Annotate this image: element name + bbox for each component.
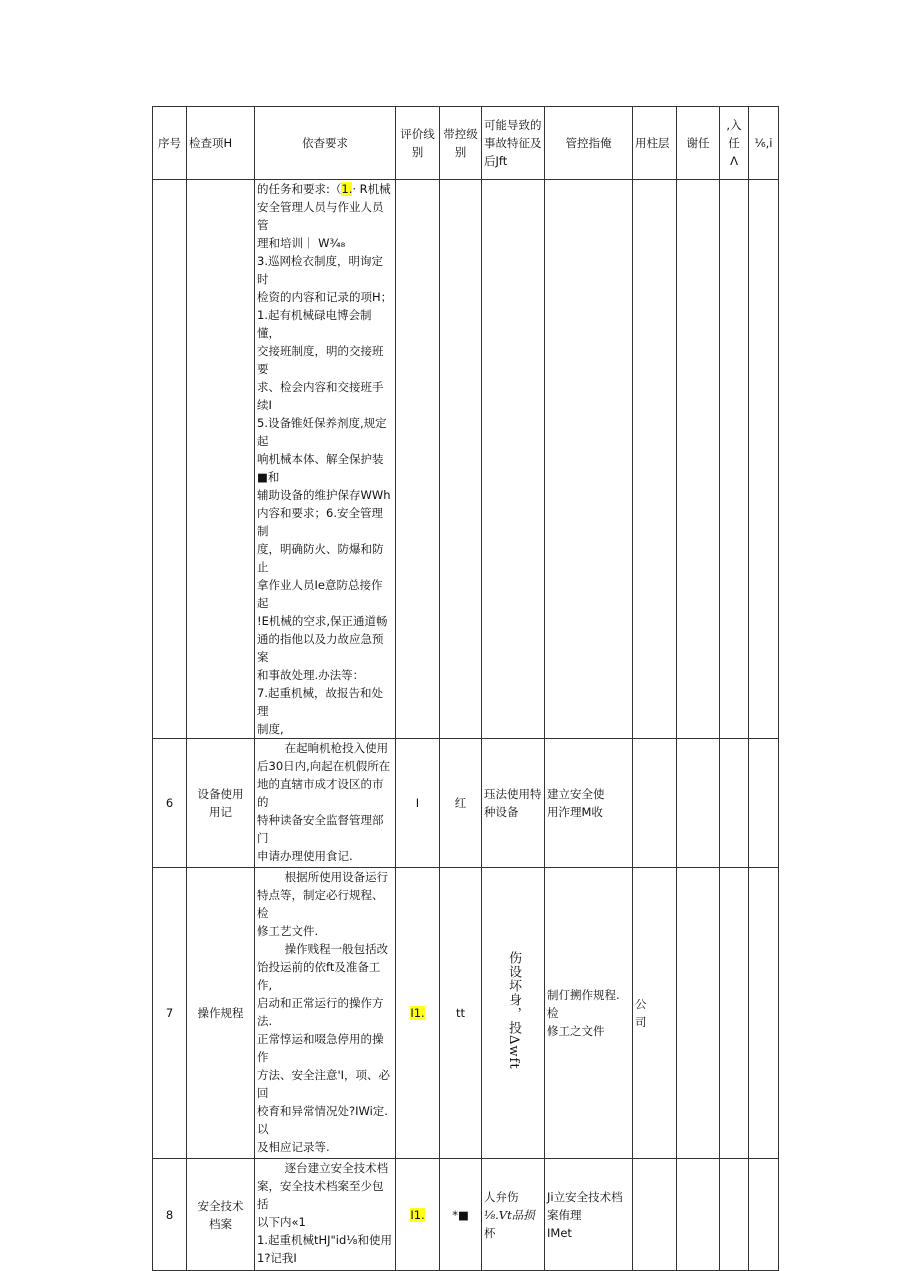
basis-lines bbox=[257, 180, 393, 738]
basis-text: 度，明确防火、防爆和防止 bbox=[257, 542, 384, 574]
cell-ctrl: tt bbox=[440, 868, 482, 1159]
header-accident-line: 可能导致的 bbox=[484, 118, 542, 132]
cell-col-a bbox=[633, 739, 677, 868]
cell-measures bbox=[545, 1159, 633, 1271]
cell-col-c bbox=[720, 1159, 749, 1271]
basis-line bbox=[257, 576, 393, 612]
basis-line bbox=[257, 630, 393, 666]
cell-item: 操作规程 bbox=[187, 868, 255, 1159]
cell-col-a bbox=[633, 868, 677, 1159]
basis-line: 校育和异常情况处?IWi定.以 bbox=[257, 1104, 388, 1136]
basis-line: 根据所使用设备运行 bbox=[284, 870, 389, 884]
basis-text: !E机械的空求,保正通道畅 bbox=[257, 614, 388, 628]
basis-line bbox=[257, 252, 393, 288]
accident-line: ⅛.Vt品损 bbox=[484, 1207, 535, 1222]
cell-col-d bbox=[749, 739, 779, 868]
basis-text: 交接班制度，明的交接班要 bbox=[257, 344, 384, 376]
cell-col-b bbox=[677, 1159, 720, 1271]
cell-seq: 8 bbox=[153, 1159, 187, 1271]
measures-line: 案侑理 bbox=[547, 1207, 582, 1222]
header-ctrl-level-line: 带控级 bbox=[443, 127, 478, 141]
cell-accident bbox=[482, 1159, 545, 1271]
measures-line: 制仃搠作规程.检 bbox=[547, 988, 620, 1020]
cell-basis bbox=[255, 180, 396, 739]
accident-line: 杯 bbox=[484, 1225, 496, 1240]
basis-line: 申请办理使用食记. bbox=[257, 849, 353, 863]
cell-basis bbox=[255, 868, 396, 1159]
accident-line: 人弁伤 bbox=[484, 1189, 519, 1204]
basis-line: 操作贱程一般包括改 bbox=[284, 942, 389, 956]
accident-line: 珏法使用特 bbox=[484, 787, 542, 801]
header-item: 检查项H bbox=[187, 107, 255, 180]
basis-text: 通的指他以及力故应急预案 bbox=[257, 632, 384, 664]
basis-line bbox=[257, 684, 393, 720]
header-basis: 依杳要求 bbox=[255, 107, 396, 180]
cell-col-b bbox=[677, 180, 720, 739]
cell-eval bbox=[396, 180, 440, 739]
cell-basis bbox=[255, 1159, 396, 1271]
basis-text: 求、检会内容和交接班手续I bbox=[257, 380, 384, 412]
basis-line bbox=[257, 288, 393, 306]
header-eval-level bbox=[396, 107, 440, 180]
basis-text: 1.起有机械碌电博会制懂， bbox=[257, 308, 372, 340]
basis-line bbox=[257, 720, 393, 738]
item-line: 设备使用 bbox=[197, 787, 244, 801]
basis-line bbox=[257, 504, 393, 540]
basis-line: 特点等，制定必行规程、检 bbox=[257, 888, 384, 920]
cell-col-d bbox=[749, 180, 779, 739]
eval-value: I1. bbox=[410, 1207, 425, 1222]
basis-text: 制度, bbox=[257, 722, 284, 736]
measures-line: 建立安全使 bbox=[547, 787, 605, 801]
basis-line bbox=[257, 306, 393, 342]
basis-line bbox=[257, 486, 393, 504]
basis-text: · R机械 bbox=[352, 182, 391, 196]
cell-col-b bbox=[677, 739, 720, 868]
col-a-line: 司 bbox=[635, 1015, 647, 1029]
basis-text: 5.设备锥妊保养剂度,规定起 bbox=[257, 416, 387, 448]
cell-ctrl: 红 bbox=[440, 739, 482, 868]
basis-line: 地的直辖市成才设区的市的 bbox=[257, 777, 384, 809]
cell-col-c bbox=[720, 868, 749, 1159]
basis-text: 检资的内容和记录的项H； bbox=[257, 290, 393, 304]
cell-accident bbox=[482, 180, 545, 739]
item-line: 安全技术 bbox=[197, 1198, 244, 1213]
basis-line bbox=[257, 612, 393, 630]
header-col-c bbox=[720, 107, 749, 180]
table-row bbox=[153, 868, 779, 1159]
header-eval-level-line: 评价线 bbox=[400, 127, 435, 141]
basis-line bbox=[257, 378, 393, 414]
basis-line bbox=[257, 414, 393, 450]
cell-ctrl bbox=[440, 180, 482, 739]
cell-eval bbox=[396, 1159, 440, 1271]
basis-line: 后30日内,向起在机假所在 bbox=[257, 759, 391, 773]
basis-line: 启动和正常运行的操作方法. bbox=[257, 996, 384, 1028]
header-col-c-line: 任 bbox=[728, 136, 740, 150]
cell-eval bbox=[396, 868, 440, 1159]
header-accident bbox=[482, 107, 545, 180]
basis-text: 拿作业人员Ie意防总接作起 bbox=[257, 578, 383, 610]
basis-line: 逐台建立安全技术档 bbox=[284, 1161, 389, 1175]
header-col-c-line: ,入 bbox=[726, 118, 742, 132]
cell-eval: I bbox=[396, 739, 440, 868]
basis-line: 特种读备安全监督管理部门 bbox=[257, 813, 384, 845]
basis-line: 饴投运前的依ft及准备工作, bbox=[257, 960, 381, 992]
cell-col-a bbox=[633, 1159, 677, 1271]
header-eval-level-line: 别 bbox=[411, 145, 424, 159]
header-accident-line: 后Jft bbox=[484, 154, 508, 168]
basis-line bbox=[257, 180, 393, 198]
cell-item bbox=[187, 739, 255, 868]
basis-text: 和事故处理.办法等： bbox=[257, 668, 365, 682]
header-col-a: 用柱层 bbox=[633, 107, 677, 180]
measures-line: 修工之文件 bbox=[547, 1024, 605, 1038]
header-ctrl-level bbox=[440, 107, 482, 180]
accident-vertical-text: 伤设坏身，投Δwft bbox=[506, 951, 521, 1070]
cell-accident bbox=[482, 739, 545, 868]
basis-line: 案，安全技术档案至少包括 bbox=[257, 1179, 384, 1211]
basis-text: 辅助设备的维护保存WWh bbox=[257, 488, 391, 502]
header-col-c-line: Λ bbox=[730, 154, 738, 168]
basis-line: 方法、安全注意'I，项、必回 bbox=[257, 1068, 391, 1100]
cell-seq bbox=[153, 180, 187, 739]
table-row bbox=[153, 1159, 779, 1271]
basis-text: 理和培训｜ W¾₈ bbox=[257, 236, 346, 250]
measures-line: IMet bbox=[547, 1225, 572, 1240]
cell-col-c bbox=[720, 180, 749, 739]
header-measures: 管控指俺 bbox=[545, 107, 633, 180]
basis-line: 正常惇运和啜急停用的操作 bbox=[257, 1032, 384, 1064]
cell-accident bbox=[482, 868, 545, 1159]
basis-line: 在起晌机枪投入使用 bbox=[284, 741, 389, 755]
basis-line bbox=[257, 342, 393, 378]
basis-text: 安全管理人员与作业人员管 bbox=[257, 200, 384, 232]
table-row bbox=[153, 180, 779, 739]
basis-line bbox=[257, 666, 393, 684]
cell-col-d bbox=[749, 868, 779, 1159]
basis-line bbox=[257, 234, 393, 252]
cell-seq: 6 bbox=[153, 739, 187, 868]
basis-highlight: 1. bbox=[341, 182, 353, 196]
table-row bbox=[153, 739, 779, 868]
basis-line: 1?记我I bbox=[257, 1251, 297, 1265]
eval-value: I1. bbox=[410, 1006, 425, 1020]
basis-line: 修工艺文件. bbox=[257, 924, 319, 938]
basis-line bbox=[257, 450, 393, 486]
cell-ctrl: *■ bbox=[440, 1159, 482, 1271]
cell-item bbox=[187, 180, 255, 739]
measures-line: Ji立安全技术档 bbox=[547, 1189, 623, 1204]
cell-col-b bbox=[677, 868, 720, 1159]
basis-line: 1.起重机械tHJ"id⅛和使用 bbox=[257, 1233, 392, 1247]
col-a-line: 公 bbox=[635, 997, 647, 1011]
item-line: 档案 bbox=[209, 1216, 232, 1231]
header-row bbox=[153, 107, 779, 180]
basis-text: 的任务和要求:（ bbox=[257, 182, 342, 196]
header-col-d: ⅙,i bbox=[749, 107, 779, 180]
cell-basis bbox=[255, 739, 396, 868]
basis-text: 3.巡网检衣制度，明询定时 bbox=[257, 254, 383, 286]
cell-item bbox=[187, 1159, 255, 1271]
header-seq: 序号 bbox=[153, 107, 187, 180]
basis-line: 以下内«1 bbox=[257, 1215, 306, 1229]
item-line: 用记 bbox=[209, 805, 232, 819]
cell-col-a bbox=[633, 180, 677, 739]
basis-line bbox=[257, 540, 393, 576]
basis-text: 内容和要求；6.安全管理制 bbox=[257, 506, 383, 538]
accident-line: 种设备 bbox=[484, 805, 519, 819]
basis-text: 响机械本体、解全保护装■和 bbox=[257, 452, 384, 484]
cell-measures bbox=[545, 868, 633, 1159]
header-accident-line: 事故特征及 bbox=[484, 136, 542, 150]
basis-text: 7.起重机械，故报告和处理 bbox=[257, 686, 383, 718]
measures-line: 用泎理M收 bbox=[547, 805, 603, 819]
cell-col-d bbox=[749, 1159, 779, 1271]
header-col-b: 谢任 bbox=[677, 107, 720, 180]
cell-measures bbox=[545, 180, 633, 739]
cell-measures bbox=[545, 739, 633, 868]
cell-col-c bbox=[720, 739, 749, 868]
basis-line bbox=[257, 198, 393, 234]
cell-seq: 7 bbox=[153, 868, 187, 1159]
header-ctrl-level-line: 别 bbox=[454, 145, 467, 159]
inspection-table bbox=[152, 106, 779, 1271]
basis-line: 及相应记录等. bbox=[257, 1140, 330, 1154]
